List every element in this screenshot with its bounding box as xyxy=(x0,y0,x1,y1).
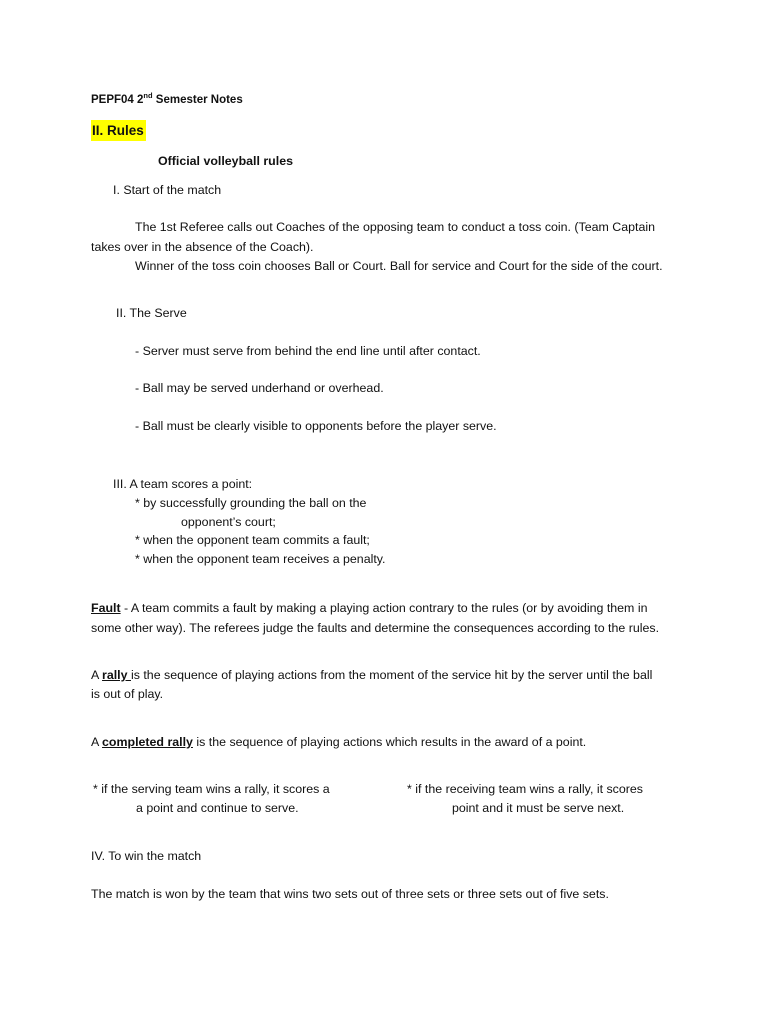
course-code: PEPF04 2 xyxy=(91,94,144,106)
fault-term: Fault xyxy=(91,601,121,615)
heading-to-win: IV. To win the match xyxy=(91,849,202,863)
serve-rule-1: - Server must serve from behind the end line until after contact. xyxy=(135,344,481,358)
subtitle: Official volleyball rules xyxy=(158,154,293,168)
rally-definition-line-1 xyxy=(91,669,652,681)
receiving-team-line-1: * if the receiving team wins a rally, it scores xyxy=(407,782,643,796)
rally-prefix: A xyxy=(91,668,103,682)
heading-team-scores: III. A team scores a point: xyxy=(113,477,253,491)
scores-item-2: * when the opponent team commits a fault; xyxy=(135,533,370,547)
rally-definition-line-2: is out of play. xyxy=(91,687,164,701)
scores-item-3: * when the opponent team receives a penalty. xyxy=(135,552,386,566)
completed-rally-definition xyxy=(91,736,586,748)
header-rest: Semester Notes xyxy=(155,94,243,106)
serving-team-line-1: * if the serving team wins a rally, it scores a xyxy=(93,782,330,796)
fault-text: - A team commits a fault by making a playing action contrary to the rules (or by avoiding them in xyxy=(120,601,648,615)
win-text: The match is won by the team that wins two sets out of three sets or three sets out of five sets. xyxy=(91,887,609,901)
receiving-team-line-2: point and it must be serve next. xyxy=(452,801,625,815)
rally-text: is the sequence of playing actions from the moment of the service hit by the server until the ball xyxy=(130,668,653,682)
heading-start-of-match: I. Start of the match xyxy=(113,183,222,197)
serve-rule-2: - Ball may be served underhand or overhead. xyxy=(135,381,384,395)
fault-definition-line-2: some other way). The referees judge the faults and determine the consequences according to the rules. xyxy=(91,621,660,635)
ordinal-suffix: nd xyxy=(143,91,153,100)
completed-rally-prefix: A xyxy=(91,735,103,749)
scores-item-1: * by successfully grounding the ball on the xyxy=(135,496,367,510)
serve-rule-3: - Ball must be clearly visible to opponents before the player serve. xyxy=(135,419,497,433)
completed-rally-text: is the sequence of playing actions which results in the award of a point. xyxy=(192,735,587,749)
section-heading-highlight: II. Rules xyxy=(91,120,146,141)
scores-item-1-cont: opponent’s court; xyxy=(181,515,276,529)
fault-definition-line-1 xyxy=(91,602,647,614)
rally-term: rally xyxy=(102,668,131,682)
start-of-match-line-1: The 1st Referee calls out Coaches of the opposing team to conduct a toss coin. (Team Captain xyxy=(135,220,656,234)
document-header xyxy=(91,91,243,107)
section-heading-rules xyxy=(91,124,146,138)
start-of-match-line-2: takes over in the absence of the Coach). xyxy=(91,240,314,254)
start-of-match-line-3: Winner of the toss coin chooses Ball or Court. Ball for service and Court for the side of the court. xyxy=(135,259,663,273)
heading-the-serve: II. The Serve xyxy=(116,306,187,320)
completed-rally-term: completed rally xyxy=(102,735,193,749)
serving-team-line-2: a point and continue to serve. xyxy=(136,801,299,815)
